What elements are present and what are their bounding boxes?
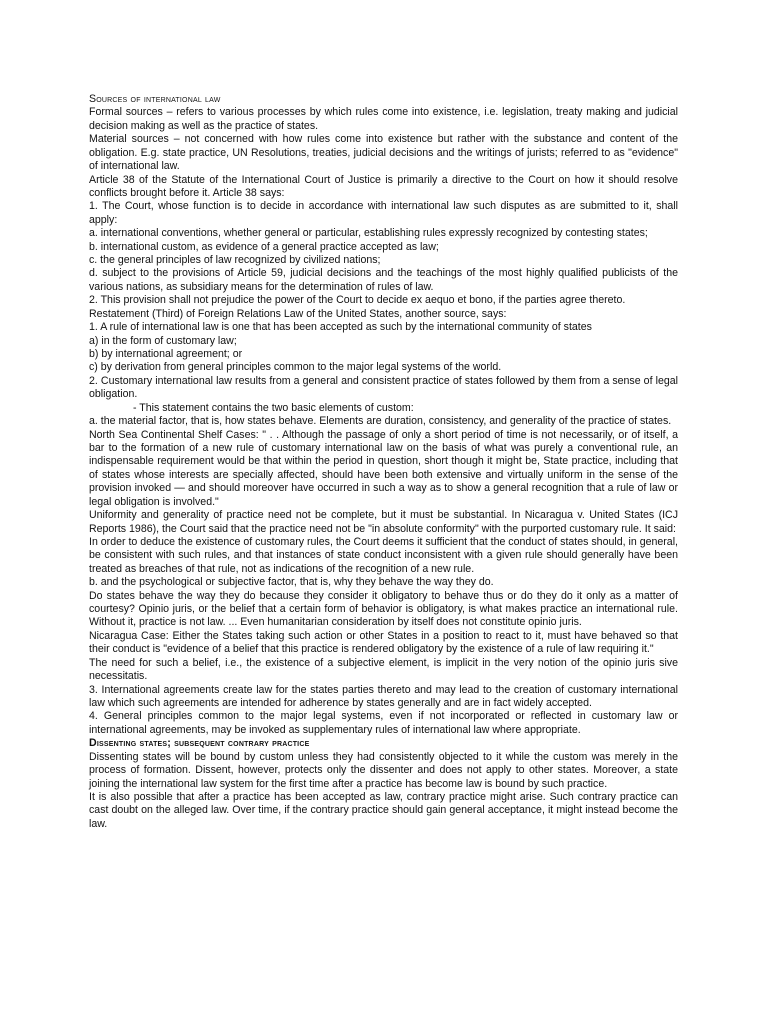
paragraph: Material sources – not concerned with how rules come into existence but rather with the substance and content of the obligation. E.g. state practice, UN Resolutions, treaties, judicial decisions and the writings of jurists; referred to as "evidence" of international law. xyxy=(89,133,678,173)
paragraph: c. the general principles of law recognized by civilized nations; xyxy=(89,254,381,267)
paragraph: Formal sources – refers to various processes by which rules come into existence, i.e. legislation, treaty making and judicial decision making as well as the practice of states. xyxy=(89,106,678,132)
section-heading xyxy=(89,737,678,750)
paragraph: It is also possible that after a practice has been accepted as law, contrary practice might arise. Such contrary practice can cast doubt on the alleged law. Over time, if the contrary practice should gain general acceptance, it might instead become the law. xyxy=(89,790,678,830)
paragraph: 1. A rule of international law is one that has been accepted as such by the international community of states xyxy=(89,321,592,334)
paragraph: b) by international agreement; or xyxy=(89,348,243,361)
paragraph: a. international conventions, whether general or particular, establishing rules expressly recognized by contesting states; xyxy=(89,227,648,240)
document-page xyxy=(89,93,678,831)
paragraph: b. international custom, as evidence of a general practice accepted as law; xyxy=(89,240,439,253)
paragraph: 3. International agreements create law for the states parties thereto and may lead to the creation of customary international law which such agreements are intended for adherence by states generally and are in fact widely accepted. xyxy=(89,683,678,709)
paragraph: a. the material factor, that is, how states behave. Elements are duration, consistency, and generality of the practice of states. xyxy=(89,415,672,428)
paragraph: d. subject to the provisions of Article 59, judicial decisions and the teachings of the most highly qualified publicists of the various nations, as subsidiary means for the determination of rules of law. xyxy=(89,267,678,293)
paragraph: 2. Customary international law results from a general and consistent practice of states followed by them from a sense of legal obligation. xyxy=(89,374,678,401)
paragraph: c) by derivation from general principles common to the major legal systems of the world. xyxy=(89,361,502,374)
paragraph: Nicaragua Case: Either the States taking such action or other States in a position to react to it, must have behaved so that their conduct is "evidence of a belief that this practice is rendered obligatory by the existence of a rule of law requiring it." xyxy=(89,629,678,656)
paragraph: The need for such a belief, i.e., the existence of a subjective element, is implicit in the very notion of the opinio juris sive necessitatis. xyxy=(89,656,678,683)
paragraph: Uniformity and generality of practice need not be complete, but it must be substantial. In Nicaragua v. United States (ICJ Reports 1986), the Court said that the practice need not be "in absolute conformity" with the purported customary rule. It said: xyxy=(89,509,678,535)
paragraph: Do states behave the way they do because they consider it obligatory to behave thus or do they do it only as a matter of courtesy? Opinio juris, or the belief that a certain form of behavior is obligatory, is what makes practice an international rule. Without it, practice is not law. ... Even humanitarian consideration by itself does not constitute opinio juris. xyxy=(89,589,678,629)
paragraph: Dissenting states will be bound by custom unless they had consistently objected to it while the custom was merely in the process of formation. Dissent, however, protects only the dissenter and does not apply to other states. Moreover, a state joining the international law system for the first time after a practice has become law is bound by such practice. xyxy=(89,750,678,790)
paragraph: Restatement (Third) of Foreign Relations Law of the United States, another source, says: xyxy=(89,307,507,320)
paragraph: a) in the form of customary law; xyxy=(89,334,237,347)
paragraph: 4. General principles common to the major legal systems, even if not incorporated or reflected in customary law or international agreements, may be invoked as supplementary rules of international law where appropriate. xyxy=(89,710,678,736)
paragraph: 2. This provision shall not prejudice the power of the Court to decide ex aequo et bono, if the parties agree thereto. xyxy=(89,294,626,307)
paragraph: b. and the psychological or subjective factor, that is, why they behave the way they do. xyxy=(89,576,494,589)
paragraph: In order to deduce the existence of customary rules, the Court deems it sufficient that the conduct of states should, in general, be consistent with such rules, and that instances of state conduct inconsistent with a given rule should generally have been treated as breaches of that rule, not as indications of the recognition of a new rule. xyxy=(89,535,678,575)
section-heading: Sources of international law xyxy=(89,93,221,105)
paragraph: Article 38 of the Statute of the International Court of Justice is primarily a directive to the Court on how it should resolve conflicts brought before it. Article 38 says: xyxy=(89,173,678,199)
indented-line: - This statement contains the two basic elements of custom: xyxy=(133,401,414,414)
paragraph: North Sea Continental Shelf Cases: " . . Although the passage of only a short period of time is not necessarily, or of itself, a bar to the formation of a new rule of customary international law on the basis of what was purely a conventional rule, an indispensable requirement would be that within the period in question, short though it might be, State practice, including that of states whose interests are specially affected, should have been both extensive and virtually uniform in the sense of the provision invoked — and should moreover have occurred in such a way as to show a general recognition that a rule of law or legal obligation is involved." xyxy=(89,428,678,508)
section-heading-text: Dissenting states; subsequent contrary practice xyxy=(89,737,310,750)
paragraph: 1. The Court, whose function is to decide in accordance with international law such disputes as are submitted to it, shall apply: xyxy=(89,200,678,226)
